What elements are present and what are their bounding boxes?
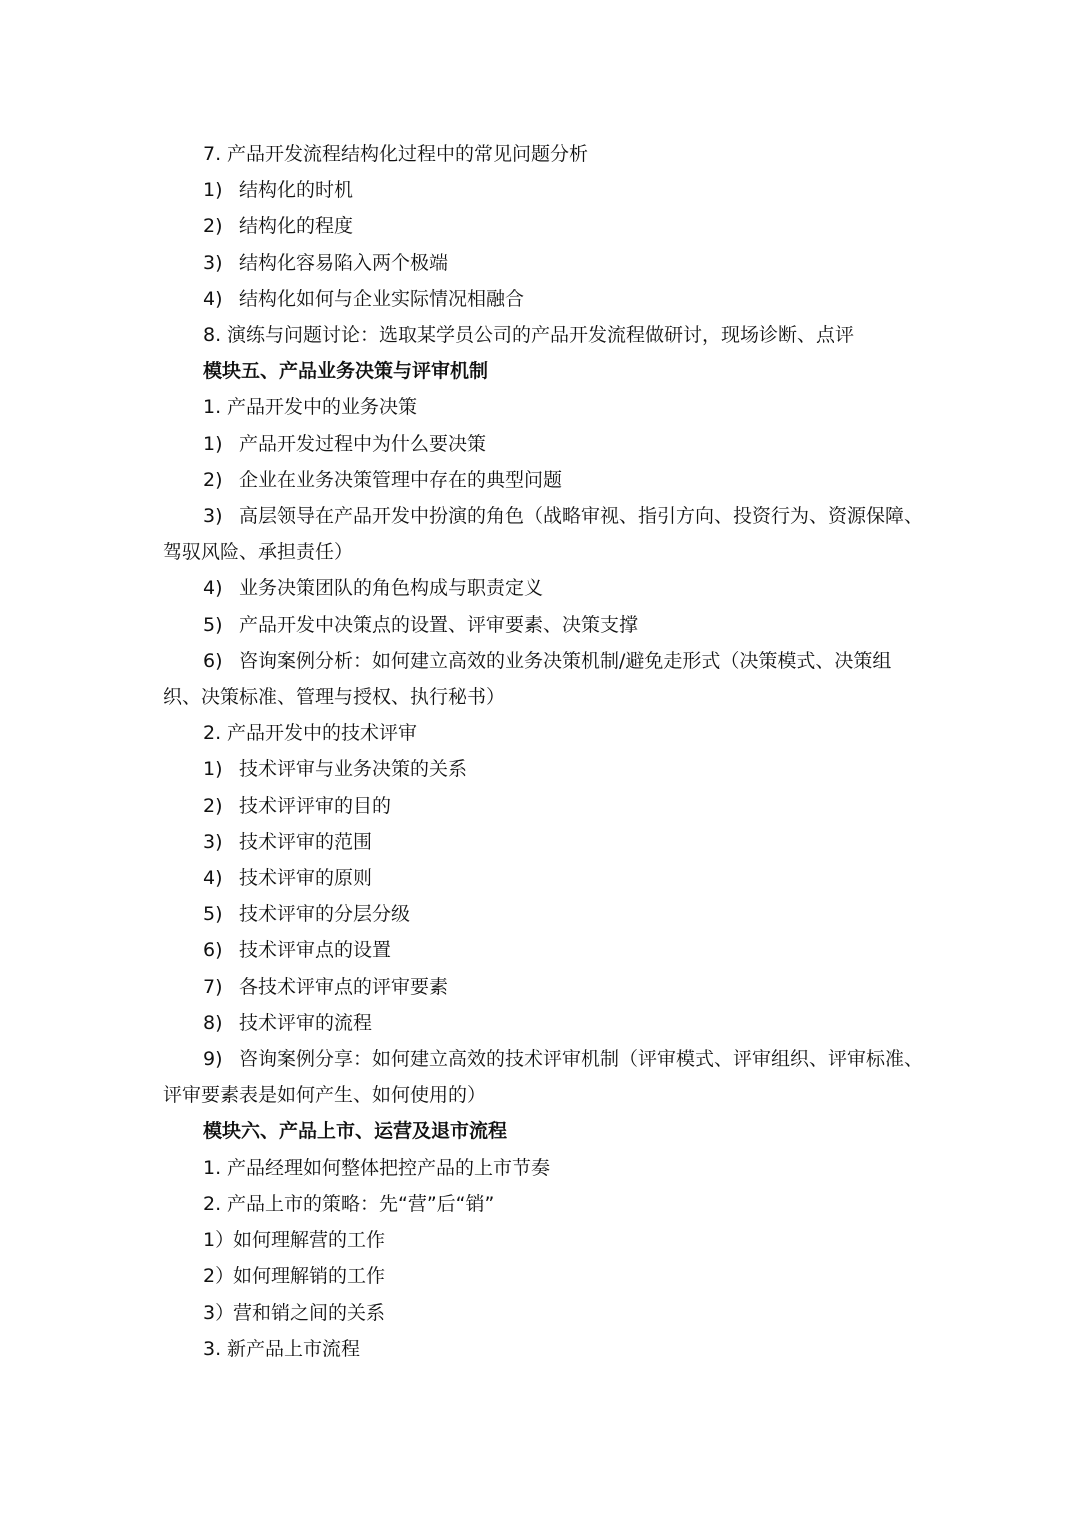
item-number: 4) [203, 577, 223, 600]
item-number: 6) [203, 939, 223, 962]
item-text: 产品上市的策略：先“营”后“销” [227, 1192, 495, 1215]
item-text: 产品开发过程中为什么要决策 [239, 432, 487, 455]
item-number: 3） [203, 1301, 235, 1324]
item-text: 产品开发中决策点的设置、评审要素、决策支撑 [239, 613, 639, 636]
item-number: 1. [203, 1156, 222, 1179]
item-text: 产品开发中的业务决策 [227, 396, 418, 419]
item-text: 产品经理如何整体把控产品的上市节奏 [227, 1156, 551, 1179]
list-item [163, 751, 923, 787]
list-item [163, 896, 923, 932]
list-item [163, 1150, 923, 1186]
item-number: 2） [203, 1265, 235, 1288]
item-number: 8) [203, 1011, 223, 1034]
item-number: 3) [203, 505, 223, 528]
item-text: 产品开发中的技术评审 [227, 722, 418, 745]
item-text: 如何理解营的工作 [233, 1229, 386, 1252]
item-number: 5) [203, 903, 223, 926]
item-number: 2) [203, 468, 223, 491]
item-number: 3. [203, 1337, 222, 1360]
list-item [163, 1186, 923, 1222]
item-text: 如何理解销的工作 [233, 1265, 386, 1288]
list-item [163, 317, 923, 353]
list-item [163, 172, 923, 208]
item-number: 9) [203, 1048, 223, 1071]
list-item [163, 607, 923, 643]
list-item [163, 643, 923, 715]
list-item [163, 824, 923, 860]
item-number: 2) [203, 215, 223, 238]
item-text: 结构化如何与企业实际情况相融合 [239, 287, 525, 310]
item-text: 咨询案例分享：如何建立高效的技术评审机制（评审模式、评审组织、评审标准、评审要素表是如何产生、如何使用的） [163, 1048, 924, 1107]
section-heading: 模块五、产品业务决策与评审机制 [203, 360, 489, 383]
item-text: 企业在业务决策管理中存在的典型问题 [239, 468, 563, 491]
item-number: 3) [203, 830, 223, 853]
item-number: 5) [203, 613, 223, 636]
item-text: 新产品上市流程 [227, 1337, 361, 1360]
list-item [163, 245, 923, 281]
item-text: 产品开发流程结构化过程中的常见问题分析 [227, 143, 589, 165]
item-text: 结构化容易陷入两个极端 [239, 251, 449, 274]
list-item [163, 969, 923, 1005]
list-item [163, 788, 923, 824]
item-number: 1. [203, 396, 222, 419]
item-text: 结构化的时机 [239, 179, 354, 202]
item-text: 技术评审的流程 [239, 1011, 373, 1034]
item-number: 1) [203, 179, 223, 202]
item-text: 业务决策团队的角色构成与职责定义 [239, 577, 544, 600]
item-text: 技术评审点的设置 [239, 939, 392, 962]
list-item [163, 1295, 923, 1331]
item-number: 2. [203, 722, 222, 745]
list-item [163, 1258, 923, 1294]
item-text: 技术评评审的目的 [239, 794, 392, 817]
list-item [163, 1041, 923, 1113]
item-number: 1) [203, 758, 223, 781]
item-text: 营和销之间的关系 [233, 1301, 386, 1324]
item-number: 3) [203, 251, 223, 274]
list-item [163, 389, 923, 425]
item-number: 4) [203, 287, 223, 310]
list-item [163, 281, 923, 317]
item-text: 技术评审的原则 [239, 867, 373, 890]
item-number: 1) [203, 432, 223, 455]
item-text: 各技术评审点的评审要素 [239, 975, 449, 998]
list-item [163, 426, 923, 462]
item-number: 7. [203, 143, 222, 165]
list-item [163, 570, 923, 606]
item-number: 8. [203, 324, 222, 347]
list-item [163, 1005, 923, 1041]
item-text: 技术评审与业务决策的关系 [239, 758, 468, 781]
item-text: 演练与问题讨论：选取某学员公司的产品开发流程做研讨，现场诊断、点评 [227, 324, 855, 347]
item-text: 高层领导在产品开发中扮演的角色（战略审视、指引方向、投资行为、资源保障、驾驭风险、承担责任） [163, 505, 924, 564]
section-heading: 模块六、产品上市、运营及退市流程 [203, 1120, 508, 1143]
list-item [163, 1222, 923, 1258]
item-text: 技术评审的范围 [239, 830, 373, 853]
list-item [163, 462, 923, 498]
item-text: 咨询案例分析：如何建立高效的业务决策机制/避免走形式（决策模式、决策组织、决策标准、管理与授权、执行秘书） [163, 649, 892, 709]
document-body [163, 136, 923, 1367]
list-item [163, 136, 923, 172]
list-item [163, 932, 923, 968]
list-item [163, 1331, 923, 1367]
list-item [163, 498, 923, 570]
item-number: 2) [203, 794, 223, 817]
item-number: 6) [203, 649, 223, 672]
item-number: 2. [203, 1192, 222, 1215]
item-text: 结构化的程度 [239, 215, 354, 238]
item-number: 4) [203, 867, 223, 890]
list-item [163, 715, 923, 751]
list-item [163, 860, 923, 896]
list-item [163, 208, 923, 244]
item-number: 1） [203, 1229, 235, 1252]
item-number: 7) [203, 975, 223, 998]
item-text: 技术评审的分层分级 [239, 903, 411, 926]
